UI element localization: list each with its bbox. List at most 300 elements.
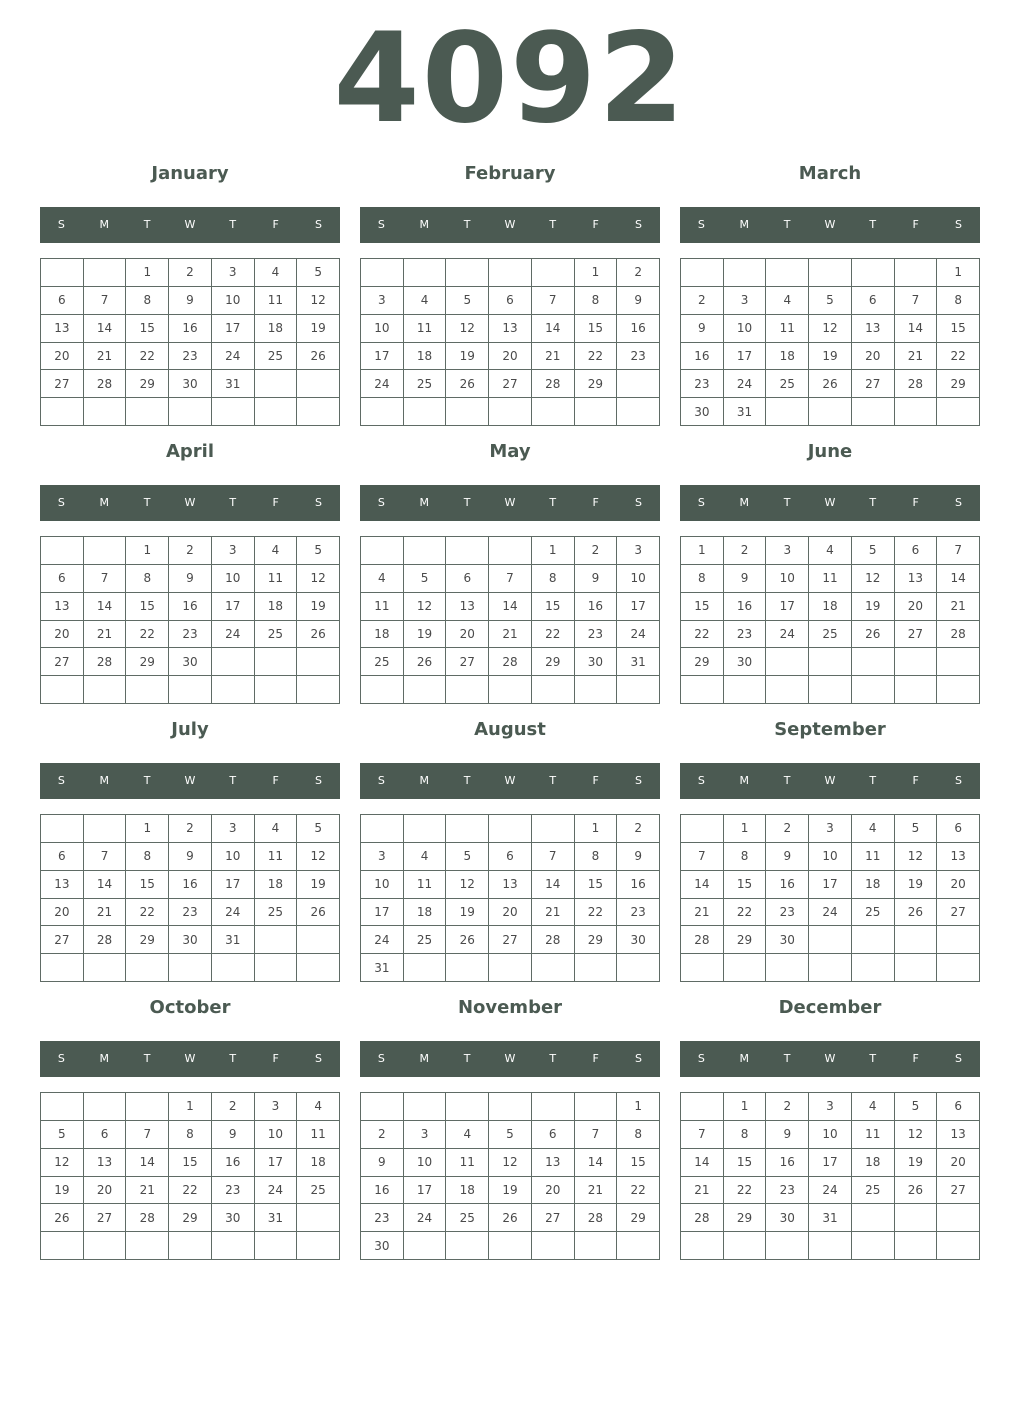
day-cell: 21 bbox=[895, 343, 938, 371]
day-cell: 6 bbox=[41, 287, 84, 315]
empty-cell bbox=[446, 954, 489, 982]
day-cell: 12 bbox=[297, 287, 340, 315]
day-cell: 22 bbox=[617, 1177, 660, 1205]
weekday-label: S bbox=[634, 774, 642, 787]
weekday-label: S bbox=[314, 1052, 322, 1065]
weekday-label: M bbox=[739, 1052, 750, 1065]
weekday-label: F bbox=[592, 774, 599, 787]
day-cell: 11 bbox=[255, 287, 298, 315]
empty-cell bbox=[895, 954, 938, 982]
day-cell: 14 bbox=[681, 1149, 724, 1177]
day-cell: 3 bbox=[212, 259, 255, 287]
day-cell: 6 bbox=[41, 565, 84, 593]
empty-cell bbox=[532, 259, 575, 287]
day-cell: 21 bbox=[937, 593, 980, 621]
day-cell: 11 bbox=[255, 565, 298, 593]
day-cell: 7 bbox=[681, 1121, 724, 1149]
day-cell: 11 bbox=[404, 871, 447, 899]
day-cell: 14 bbox=[84, 871, 127, 899]
day-cell: 1 bbox=[126, 537, 169, 565]
day-cell: 12 bbox=[895, 1121, 938, 1149]
day-cell: 30 bbox=[169, 370, 212, 398]
day-cell: 20 bbox=[937, 1149, 980, 1177]
day-cell: 22 bbox=[937, 343, 980, 371]
empty-cell bbox=[766, 259, 809, 287]
day-cell: 4 bbox=[766, 287, 809, 315]
weekday-label: W bbox=[184, 496, 196, 509]
day-cell: 16 bbox=[169, 593, 212, 621]
day-cell: 1 bbox=[724, 815, 767, 843]
day-cell: 30 bbox=[169, 648, 212, 676]
day-cell: 3 bbox=[809, 1093, 852, 1121]
empty-cell bbox=[361, 815, 404, 843]
weekday-label: S bbox=[377, 496, 385, 509]
day-cell: 17 bbox=[212, 871, 255, 899]
day-cell: 18 bbox=[297, 1149, 340, 1177]
day-cell: 13 bbox=[895, 565, 938, 593]
empty-cell bbox=[895, 926, 938, 954]
day-cell: 1 bbox=[724, 1093, 767, 1121]
day-cell: 20 bbox=[489, 899, 532, 927]
day-cell: 18 bbox=[446, 1177, 489, 1205]
day-cell: 28 bbox=[489, 648, 532, 676]
day-cell: 8 bbox=[126, 287, 169, 315]
weekday-label: F bbox=[912, 496, 919, 509]
day-cell: 4 bbox=[361, 565, 404, 593]
day-cell: 29 bbox=[724, 926, 767, 954]
day-cell: 4 bbox=[446, 1121, 489, 1149]
day-cell: 13 bbox=[41, 871, 84, 899]
weekday-label: W bbox=[824, 1052, 836, 1065]
day-cell: 31 bbox=[212, 370, 255, 398]
empty-cell bbox=[126, 954, 169, 982]
day-grid bbox=[680, 536, 980, 704]
empty-cell bbox=[41, 398, 84, 426]
empty-cell bbox=[404, 1093, 447, 1121]
weekday-label: M bbox=[99, 1052, 110, 1065]
weekday-label: T bbox=[463, 774, 471, 787]
weekday-label: S bbox=[954, 1052, 962, 1065]
day-cell: 22 bbox=[126, 343, 169, 371]
weekday-label: S bbox=[377, 218, 385, 231]
empty-cell bbox=[361, 398, 404, 426]
day-cell: 16 bbox=[766, 871, 809, 899]
day-cell: 5 bbox=[446, 843, 489, 871]
empty-cell bbox=[126, 676, 169, 704]
weekday-label: S bbox=[697, 774, 705, 787]
weekday-label: F bbox=[912, 1052, 919, 1065]
month-name: October bbox=[149, 997, 231, 1018]
day-cell: 9 bbox=[617, 287, 660, 315]
day-grid bbox=[40, 814, 340, 982]
day-cell: 8 bbox=[937, 287, 980, 315]
weekday-label: F bbox=[912, 774, 919, 787]
day-cell: 26 bbox=[895, 1177, 938, 1205]
empty-cell bbox=[532, 1232, 575, 1260]
day-cell: 1 bbox=[126, 815, 169, 843]
weekday-label: S bbox=[634, 496, 642, 509]
empty-cell bbox=[617, 1232, 660, 1260]
empty-cell bbox=[404, 537, 447, 565]
day-cell: 19 bbox=[297, 593, 340, 621]
day-cell: 27 bbox=[84, 1204, 127, 1232]
empty-cell bbox=[297, 398, 340, 426]
day-cell: 26 bbox=[297, 899, 340, 927]
weekday-header bbox=[360, 485, 660, 521]
empty-cell bbox=[809, 676, 852, 704]
day-cell: 2 bbox=[766, 815, 809, 843]
day-cell: 30 bbox=[617, 926, 660, 954]
empty-cell bbox=[169, 398, 212, 426]
weekday-label: T bbox=[783, 496, 791, 509]
empty-cell bbox=[895, 259, 938, 287]
day-cell: 8 bbox=[575, 287, 618, 315]
day-cell: 30 bbox=[361, 1232, 404, 1260]
weekday-label: M bbox=[739, 218, 750, 231]
day-cell: 12 bbox=[446, 315, 489, 343]
day-cell: 7 bbox=[532, 843, 575, 871]
day-cell: 31 bbox=[212, 926, 255, 954]
empty-cell bbox=[724, 1232, 767, 1260]
day-cell: 6 bbox=[937, 1093, 980, 1121]
day-cell: 25 bbox=[404, 370, 447, 398]
day-grid bbox=[680, 1092, 980, 1260]
day-cell: 1 bbox=[681, 537, 724, 565]
weekday-label: T bbox=[143, 218, 151, 231]
day-cell: 5 bbox=[809, 287, 852, 315]
empty-cell bbox=[84, 815, 127, 843]
weekday-label: M bbox=[99, 218, 110, 231]
day-cell: 3 bbox=[404, 1121, 447, 1149]
day-cell: 16 bbox=[724, 593, 767, 621]
empty-cell bbox=[766, 398, 809, 426]
empty-cell bbox=[809, 954, 852, 982]
day-cell: 6 bbox=[84, 1121, 127, 1149]
day-cell: 5 bbox=[895, 815, 938, 843]
weekday-label: T bbox=[229, 1052, 237, 1065]
day-cell: 18 bbox=[255, 871, 298, 899]
day-cell: 19 bbox=[404, 621, 447, 649]
day-cell: 18 bbox=[361, 621, 404, 649]
day-cell: 1 bbox=[169, 1093, 212, 1121]
day-cell: 28 bbox=[532, 926, 575, 954]
empty-cell bbox=[852, 398, 895, 426]
empty-cell bbox=[446, 398, 489, 426]
year-title: 4092 bbox=[333, 7, 687, 151]
day-cell: 9 bbox=[212, 1121, 255, 1149]
day-cell: 7 bbox=[681, 843, 724, 871]
empty-cell bbox=[489, 954, 532, 982]
day-cell: 21 bbox=[532, 899, 575, 927]
day-cell: 25 bbox=[852, 1177, 895, 1205]
day-cell: 16 bbox=[617, 315, 660, 343]
day-cell: 30 bbox=[766, 1204, 809, 1232]
day-cell: 27 bbox=[489, 926, 532, 954]
day-cell: 12 bbox=[489, 1149, 532, 1177]
day-cell: 24 bbox=[766, 621, 809, 649]
weekday-label: S bbox=[697, 1052, 705, 1065]
day-cell: 10 bbox=[361, 315, 404, 343]
empty-cell bbox=[446, 1232, 489, 1260]
weekday-header bbox=[680, 485, 980, 521]
day-cell: 8 bbox=[532, 565, 575, 593]
empty-cell bbox=[41, 1232, 84, 1260]
day-cell: 2 bbox=[575, 537, 618, 565]
day-cell: 5 bbox=[297, 259, 340, 287]
day-cell: 11 bbox=[446, 1149, 489, 1177]
empty-cell bbox=[809, 259, 852, 287]
empty-cell bbox=[297, 954, 340, 982]
day-cell: 21 bbox=[84, 899, 127, 927]
day-cell: 15 bbox=[681, 593, 724, 621]
empty-cell bbox=[212, 1232, 255, 1260]
empty-cell bbox=[297, 370, 340, 398]
day-cell: 7 bbox=[84, 565, 127, 593]
day-cell: 7 bbox=[895, 287, 938, 315]
day-cell: 8 bbox=[169, 1121, 212, 1149]
day-cell: 20 bbox=[532, 1177, 575, 1205]
day-cell: 8 bbox=[126, 843, 169, 871]
day-cell: 22 bbox=[169, 1177, 212, 1205]
day-cell: 31 bbox=[724, 398, 767, 426]
day-cell: 3 bbox=[361, 843, 404, 871]
day-cell: 19 bbox=[446, 899, 489, 927]
day-cell: 25 bbox=[404, 926, 447, 954]
weekday-label: S bbox=[954, 218, 962, 231]
weekday-label: W bbox=[504, 774, 516, 787]
weekday-label: S bbox=[314, 218, 322, 231]
weekday-label: S bbox=[634, 218, 642, 231]
day-cell: 11 bbox=[852, 1121, 895, 1149]
month-name: March bbox=[798, 163, 862, 184]
empty-cell bbox=[617, 398, 660, 426]
empty-cell bbox=[937, 926, 980, 954]
empty-cell bbox=[852, 954, 895, 982]
weekday-header bbox=[40, 485, 340, 521]
empty-cell bbox=[681, 1232, 724, 1260]
day-cell: 15 bbox=[126, 315, 169, 343]
empty-cell bbox=[532, 1093, 575, 1121]
weekday-label: M bbox=[99, 774, 110, 787]
day-cell: 2 bbox=[212, 1093, 255, 1121]
empty-cell bbox=[255, 926, 298, 954]
day-cell: 7 bbox=[84, 287, 127, 315]
day-cell: 1 bbox=[532, 537, 575, 565]
day-cell: 19 bbox=[297, 315, 340, 343]
day-cell: 15 bbox=[532, 593, 575, 621]
day-cell: 9 bbox=[169, 843, 212, 871]
day-cell: 10 bbox=[361, 871, 404, 899]
day-cell: 16 bbox=[212, 1149, 255, 1177]
weekday-label: F bbox=[912, 218, 919, 231]
day-cell: 2 bbox=[617, 259, 660, 287]
weekday-label: W bbox=[824, 218, 836, 231]
day-cell: 16 bbox=[361, 1177, 404, 1205]
day-cell: 25 bbox=[255, 899, 298, 927]
empty-cell bbox=[766, 648, 809, 676]
empty-cell bbox=[809, 1232, 852, 1260]
day-cell: 22 bbox=[532, 621, 575, 649]
day-cell: 25 bbox=[809, 621, 852, 649]
day-cell: 30 bbox=[575, 648, 618, 676]
day-cell: 28 bbox=[84, 926, 127, 954]
weekday-label: T bbox=[783, 218, 791, 231]
day-cell: 19 bbox=[489, 1177, 532, 1205]
month-name: June bbox=[807, 441, 853, 462]
day-cell: 20 bbox=[852, 343, 895, 371]
day-cell: 19 bbox=[297, 871, 340, 899]
day-cell: 24 bbox=[404, 1204, 447, 1232]
day-cell: 30 bbox=[681, 398, 724, 426]
day-cell: 3 bbox=[724, 287, 767, 315]
weekday-label: W bbox=[504, 1052, 516, 1065]
day-cell: 16 bbox=[766, 1149, 809, 1177]
empty-cell bbox=[937, 676, 980, 704]
day-cell: 24 bbox=[255, 1177, 298, 1205]
day-cell: 31 bbox=[255, 1204, 298, 1232]
empty-cell bbox=[937, 1204, 980, 1232]
day-cell: 2 bbox=[361, 1121, 404, 1149]
empty-cell bbox=[169, 676, 212, 704]
empty-cell bbox=[255, 676, 298, 704]
day-cell: 26 bbox=[852, 621, 895, 649]
empty-cell bbox=[169, 954, 212, 982]
empty-cell bbox=[532, 954, 575, 982]
day-cell: 4 bbox=[404, 843, 447, 871]
day-cell: 26 bbox=[489, 1204, 532, 1232]
month-name: July bbox=[171, 719, 209, 740]
weekday-label: S bbox=[57, 496, 65, 509]
day-cell: 13 bbox=[489, 315, 532, 343]
empty-cell bbox=[41, 259, 84, 287]
day-cell: 2 bbox=[169, 537, 212, 565]
day-cell: 16 bbox=[169, 871, 212, 899]
weekday-label: T bbox=[549, 774, 557, 787]
day-cell: 4 bbox=[852, 815, 895, 843]
day-cell: 16 bbox=[681, 343, 724, 371]
day-cell: 28 bbox=[681, 1204, 724, 1232]
empty-cell bbox=[681, 259, 724, 287]
empty-cell bbox=[297, 1204, 340, 1232]
empty-cell bbox=[446, 537, 489, 565]
weekday-header bbox=[680, 207, 980, 243]
day-cell: 9 bbox=[169, 565, 212, 593]
day-cell: 29 bbox=[724, 1204, 767, 1232]
empty-cell bbox=[404, 954, 447, 982]
day-cell: 24 bbox=[809, 1177, 852, 1205]
day-cell: 12 bbox=[41, 1149, 84, 1177]
empty-cell bbox=[84, 1232, 127, 1260]
day-cell: 18 bbox=[255, 593, 298, 621]
weekday-label: T bbox=[143, 496, 151, 509]
day-cell: 10 bbox=[255, 1121, 298, 1149]
day-cell: 12 bbox=[809, 315, 852, 343]
day-cell: 24 bbox=[361, 926, 404, 954]
empty-cell bbox=[404, 259, 447, 287]
day-cell: 4 bbox=[255, 259, 298, 287]
day-cell: 24 bbox=[212, 621, 255, 649]
weekday-label: T bbox=[463, 496, 471, 509]
empty-cell bbox=[255, 954, 298, 982]
day-cell: 27 bbox=[852, 370, 895, 398]
day-cell: 15 bbox=[575, 871, 618, 899]
day-cell: 7 bbox=[532, 287, 575, 315]
day-cell: 19 bbox=[895, 1149, 938, 1177]
weekday-label: T bbox=[463, 218, 471, 231]
day-cell: 20 bbox=[489, 343, 532, 371]
empty-cell bbox=[84, 676, 127, 704]
day-cell: 22 bbox=[126, 621, 169, 649]
weekday-label: W bbox=[824, 496, 836, 509]
weekday-label: S bbox=[314, 496, 322, 509]
empty-cell bbox=[255, 648, 298, 676]
day-cell: 17 bbox=[255, 1149, 298, 1177]
weekday-label: S bbox=[697, 218, 705, 231]
weekday-label: F bbox=[272, 218, 279, 231]
day-cell: 17 bbox=[361, 899, 404, 927]
weekday-label: W bbox=[504, 218, 516, 231]
empty-cell bbox=[489, 676, 532, 704]
month-name: April bbox=[165, 441, 215, 462]
day-cell: 6 bbox=[532, 1121, 575, 1149]
day-cell: 26 bbox=[446, 370, 489, 398]
day-cell: 25 bbox=[255, 621, 298, 649]
day-cell: 10 bbox=[809, 1121, 852, 1149]
empty-cell bbox=[617, 676, 660, 704]
day-cell: 15 bbox=[724, 871, 767, 899]
day-cell: 19 bbox=[852, 593, 895, 621]
day-cell: 6 bbox=[489, 287, 532, 315]
day-cell: 6 bbox=[852, 287, 895, 315]
empty-cell bbox=[809, 398, 852, 426]
day-cell: 7 bbox=[126, 1121, 169, 1149]
day-cell: 10 bbox=[212, 843, 255, 871]
day-cell: 15 bbox=[617, 1149, 660, 1177]
weekday-label: T bbox=[229, 496, 237, 509]
day-cell: 15 bbox=[575, 315, 618, 343]
day-cell: 18 bbox=[404, 343, 447, 371]
day-cell: 31 bbox=[809, 1204, 852, 1232]
day-cell: 17 bbox=[212, 593, 255, 621]
day-cell: 26 bbox=[895, 899, 938, 927]
month-name: February bbox=[464, 163, 556, 184]
day-cell: 22 bbox=[126, 899, 169, 927]
weekday-label: S bbox=[57, 774, 65, 787]
empty-cell bbox=[766, 676, 809, 704]
weekday-label: T bbox=[869, 218, 877, 231]
day-cell: 15 bbox=[126, 593, 169, 621]
day-cell: 7 bbox=[575, 1121, 618, 1149]
empty-cell bbox=[575, 398, 618, 426]
day-cell: 29 bbox=[617, 1204, 660, 1232]
day-cell: 18 bbox=[852, 871, 895, 899]
weekday-header bbox=[40, 763, 340, 799]
weekday-header bbox=[40, 207, 340, 243]
day-cell: 14 bbox=[532, 315, 575, 343]
weekday-label: S bbox=[954, 496, 962, 509]
weekday-label: W bbox=[184, 218, 196, 231]
day-cell: 21 bbox=[84, 621, 127, 649]
day-cell: 25 bbox=[255, 343, 298, 371]
day-cell: 28 bbox=[937, 621, 980, 649]
month-name: November bbox=[457, 997, 563, 1018]
day-cell: 5 bbox=[297, 537, 340, 565]
day-cell: 17 bbox=[361, 343, 404, 371]
day-cell: 13 bbox=[937, 1121, 980, 1149]
day-cell: 13 bbox=[532, 1149, 575, 1177]
day-cell: 23 bbox=[617, 343, 660, 371]
day-cell: 18 bbox=[766, 343, 809, 371]
